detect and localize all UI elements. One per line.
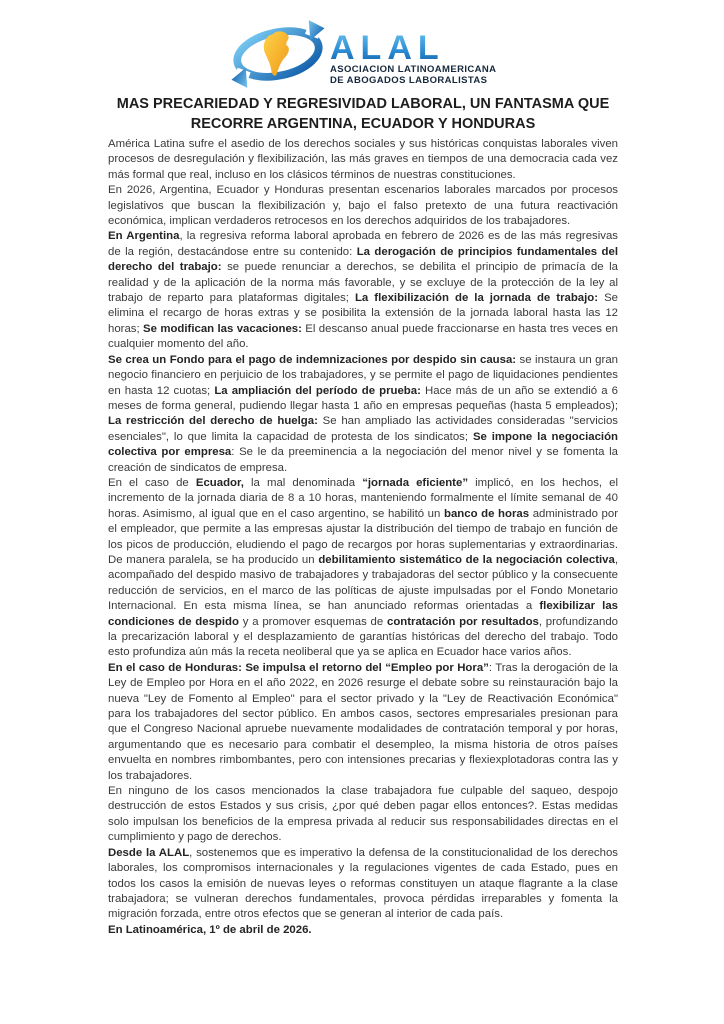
paragraph-text-segment: América Latina sufre el asedio de los derechos sociales y sus históricas conquistas laborales viven procesos de desregulación y flexibilización, las más graves en tiempos de una democracia cada vez más formal que real, incluso en los clásicos términos de nuestras constituciones. <box>108 138 618 181</box>
paragraph-text-segment: En ninguno de los casos mencionados la clase trabajadora fue culpable del saqueo, despojo destrucción de estos Estados y sus crisis, ¿por qué deben pagar ellos entonces?. Estas medidas solo impulsan los beneficios de la empresa privada al reducir sus responsabilidades directas en el cumplimiento y pago de derechos. <box>108 785 618 844</box>
paragraph-text-segment: se puede renunciar a derechos, se debilita el principio de primacía de la realidad y de la aplicación de la norma más favorable, y se excluye de la protección de la ley al trabajo de reparto para plataformas digitales; <box>108 261 618 305</box>
paragraph <box>108 661 618 784</box>
paragraph-bold-segment: Se impone la negociación colectiva por empresa <box>108 430 618 459</box>
paragraph-text-segment: administrado por el empleador, que permite a las empresas ajustar la distribución del tiempo de trabajo en función de los picos de producción, eludiendo el pago de recargos por horas suplementarias y extraordinarias. De manera paralela, se ha producido un <box>108 507 618 566</box>
paragraph-text-segment: la mal denominada <box>243 476 363 489</box>
document-body <box>108 137 618 938</box>
logo-subtitle-line1: ASOCIACION LATINOAMERICANA <box>330 64 497 75</box>
logo-subtitle-line2: DE ABOGADOS LABORALISTAS <box>330 75 488 86</box>
paragraph-bold-segment: Desde la ALAL <box>108 846 190 859</box>
svg-text:ALAL: ALAL <box>330 30 445 64</box>
paragraph-bold-segment: flexibilizar las condiciones de despido <box>108 600 618 628</box>
paragraph-text-segment: y a promover esquemas de <box>238 615 387 628</box>
logo-text-column <box>330 20 498 86</box>
alal-logo <box>108 20 618 88</box>
alal-wordmark <box>330 30 498 64</box>
page-title <box>108 94 618 134</box>
paragraph-text-segment: El descanso anual puede fraccionarse en hasta tres veces en cualquier momento del año. <box>108 322 619 351</box>
paragraph-bold-segment: La restricción del derecho de huelga: <box>108 415 318 428</box>
paragraph-text-segment: , profundizando la precarización laboral y el desplazamiento de garantías históricas del derecho del trabajo. Todo esto profundiza aún más la receta neoliberal que ya se aplica en Ecuador hace varios años. <box>108 615 618 659</box>
paragraph <box>108 137 618 183</box>
paragraph-bold-segment: La flexibilización de la jornada de trabajo: <box>354 292 599 305</box>
paragraph-bold-segment: En Latinoamérica, 1º de abril de 2026. <box>108 923 312 936</box>
paragraph <box>108 353 618 476</box>
paragraph-text-segment: : Se le da preeminencia a la negociación del menor nivel y se fomenta la creación de sindicatos de empresa. <box>108 446 618 474</box>
paragraph-text-segment: Se elimina el recargo de horas extras y se posibilita la extensión de la jornada laboral hasta las 12 horas; <box>108 292 619 335</box>
page-title-line1: MAS PRECARIEDAD Y REGRESIVIDAD LABORAL, UN FANTASMA QUE <box>116 96 610 112</box>
paragraph-text-segment: En el caso de <box>108 476 196 489</box>
paragraph-text-segment: , sostenemos que es imperativo la defensa de la constitucionalidad de los derechos laborales, los compromisos internacionales y la regulaciones vigentes de cada Estado, pues en todos los casos la emisión de nuevas leyes o reformas constituyen un ataque flagrante a la clase trabajadora; se vulneran derechos fundamentales, provoca pérdidas irreparables y fomenta la migración forzada, entre otros efectos que se generan al interior de cada país. <box>108 846 618 921</box>
paragraph-text-segment: se instaura un gran negocio financiero en perjuicio de los trabajadores, y se permite el pago de liquidaciones pendientes en hasta 12 cuotas; <box>108 353 618 397</box>
paragraph-text-segment: Hace más de un año se extendió a 6 meses de forma general, pudiendo llegar hasta 1 año en empresas pequeñas (hasta 5 empleados); <box>108 384 619 412</box>
paragraph-bold-segment: En el caso de Honduras: Se impulsa el retorno del “Empleo por Hora” <box>108 661 489 674</box>
paragraph-text-segment: implicó, en los hechos, el incremento de la jornada diaria de 8 a 10 horas, manteniendo formalmente el límite semanal de 40 horas. Asimismo, al igual que en el caso argentino, se habilitó un <box>108 476 618 520</box>
paragraph-text-segment: Se han ampliado las actividades consideradas "servicios esenciales", lo que limita la capacidad de protesta de los sindicatos; <box>108 415 618 443</box>
paragraph <box>108 846 618 923</box>
south-america-shape <box>264 31 289 75</box>
paragraph-text-segment: , la regresiva reforma laboral aprobada en febrero de 2026 es de las más regresivas de la región, destacándose entre su contenido: <box>108 230 618 258</box>
paragraph-text-segment: : Tras la derogación de la Ley de Empleo por Hora en el año 2022, en 2026 resurge el debate sobre su reinstauración bajo la nueva "Ley de Fomento al Empleo" para el sector privado y la "Ley de Reactivación Económica" para los trabajadores del sector público. En ambos casos, sectores empresariales presionan para que el Congreso Nacional apruebe nuevamente modalidades de contratación temporal y por horas, argumentando que es necesario para combatir el desempleo, la misma historia de otros países envuelta en nombres rimbombantes, pero con intensiones precarias y flexiexplotadoras contra las y los trabajadores. <box>108 661 619 782</box>
paragraph-bold-segment: La derogación de principios fundamentales del derecho del trabajo: <box>108 245 618 274</box>
paragraph <box>108 183 618 229</box>
paragraph <box>108 923 618 938</box>
paragraph <box>108 229 618 352</box>
paragraph-text-segment: En 2026, Argentina, Ecuador y Honduras presentan escenarios laborales marcados por procesos legislativos que buscan la flexibilización y, bajo el falso pretexto de una futura reactivación económica, implican verdaderos retrocesos en los derechos adquiridos de los trabajadores. <box>108 184 618 228</box>
paragraph <box>108 476 618 661</box>
page-title-line2: RECORRE ARGENTINA, ECUADOR Y HONDURAS <box>190 116 536 132</box>
paragraph-text-segment: , acompañado del despido masivo de trabajadores y trabajadoras del sector público y la consecuente reducción de servicios, en el marco de las políticas de ajuste impulsadas por el Fondo Monetario Internacional. En esta misma línea, se han anunciado reformas orientadas a <box>108 553 618 613</box>
paragraph-bold-segment: “jornada eficiente” <box>362 476 469 489</box>
paragraph-bold-segment: Ecuador, <box>195 476 244 489</box>
paragraph-bold-segment: En Argentina <box>108 230 180 243</box>
paragraph-bold-segment: banco de horas <box>443 507 530 520</box>
alal-globe-icon <box>228 20 328 88</box>
paragraph-bold-segment: La ampliación del período de prueba: <box>214 384 421 397</box>
paragraph-bold-segment: Se crea un Fondo para el pago de indemnizaciones por despido sin causa: <box>108 353 517 366</box>
paragraph-bold-segment: Se modifican las vacaciones: <box>143 322 302 335</box>
paragraph <box>108 784 618 846</box>
paragraph-bold-segment: debilitamiento sistemático de la negociación colectiva <box>318 553 615 566</box>
paragraph-bold-segment: contratación por resultados <box>387 615 539 628</box>
